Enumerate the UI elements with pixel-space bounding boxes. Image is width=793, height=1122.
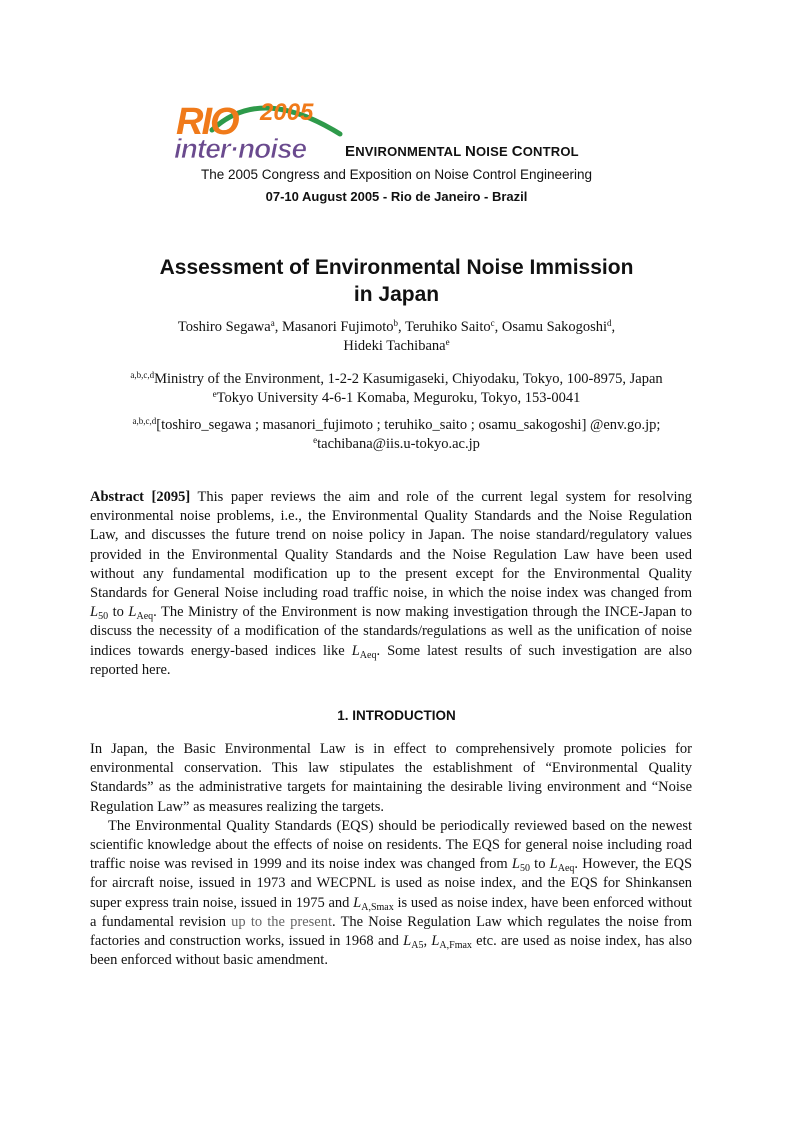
author-emails: $^{a,b,c,d}$[toshiro_segawa ; masanori_fujimoto ; teruhiko_saito ; osamu_sakogoshi] @env.go.jp; $^e$tachibana@iis.u-tokyo.ac.jp	[132, 416, 661, 452]
conference-dateline: 07-10 August 2005 - Rio de Janeiro - Brazil	[265, 189, 528, 204]
logo-rio-text: RIO	[176, 101, 238, 143]
intro-paragraph-1: In Japan, the Basic Environmental Law is in effect to comprehensively promote policies for environmental conservation. This law stipulates the establishment of “Environmental Quality Standards” as the administrative targets for maintaining the desirable living environment and “Noise Regulation Law” as measures realizing the targets.	[90, 741, 692, 815]
rio-internoise-2005-logo	[172, 94, 344, 162]
section-heading-introduction: 1. INTRODUCTION	[337, 708, 456, 723]
conference-name: ENVIRONMENTAL NOISE CONTROL	[345, 143, 579, 160]
abstract: Abstract [2095] This paper reviews the aim and role of the current legal system for resolving environmental noise problems, i.e., the Environmental Quality Standards and the Noise Regulation Law, and discusses the future trend on noise policy in Japan. The noise standard/regulatory values provided in the Environmental Quality Standards and the Noise Regulation Law have been used without any fundamental modification up to the present except for the Environmental Quality Standards for General Noise including road traffic noise, in which the noise index was changed from $L_{50}$ to $L_{Aeq}$. The Ministry of the Environment is now making investigation through the INCE-Japan to discuss the necessity of a modification of the standards/regulations as well as the unification of noise indices towards energy-based indices like $L_{Aeq}$. Some latest results of such investigation are also reported here.	[90, 489, 693, 678]
author-list: Toshiro Segawa$^a$, Masanori Fujimoto$^b$, Teruhiko Saito$^c$, Osamu Sakogoshi$^d$, Hideki Tachibana$^e$	[177, 318, 616, 354]
intro-paragraph-2: The Environmental Quality Standards (EQS) should be periodically reviewed based on the newest scientific knowledge about the effects of noise on residents. The EQS for general noise including road traffic noise was revised in 1999 and its noise index was changed from $L_{50}$ to $L_{Aeq}$. However, the EQS for aircraft noise, issued in 1973 and WECPNL is used as noise index, and the EQS for Shinkansen super express train noise, issued in 1975 and $L_{A,Smax}$ is used as noise index, have been enforced without a fundamental revision up to the present. The Noise Regulation Law which regulates the noise from factories and construction works, issued in 1968 and $L_{A5}$, $L_{A,Fmax}$ etc. are used as noise index, has also been enforced without basic amendment.	[90, 817, 693, 969]
logo-year-text: 2005	[260, 99, 314, 126]
affiliations: $^{a,b,c,d}$Ministry of the Environment, 1-2-2 Kasumigaseki, Chiyodaku, Tokyo, 100-8975, Japan $^e$Tokyo University 4-6-1 Komaba, Meguroku, Tokyo, 153-0041	[130, 370, 663, 406]
paper-title	[0, 254, 793, 308]
paper-title-line1: Assessment of Environmental Noise Immission	[159, 256, 634, 279]
logo-internoise-text: inter·noise	[174, 133, 307, 162]
introduction-body	[90, 740, 692, 970]
conference-subtitle: The 2005 Congress and Exposition on Noise Control Engineering	[201, 167, 592, 182]
abstract-label: Abstract [2095]	[90, 489, 191, 505]
paper-title-line2: in Japan	[353, 283, 440, 306]
